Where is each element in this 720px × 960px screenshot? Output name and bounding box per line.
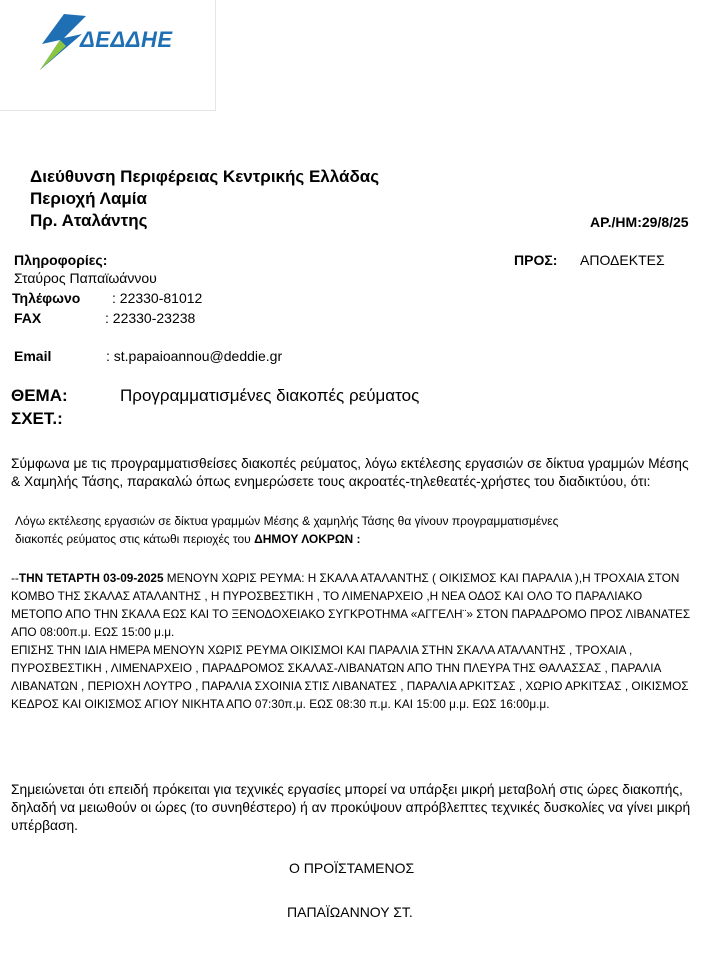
- note-paragraph: Σημειώνεται ότι επειδή πρόκειται για τεχνικές εργασίες μπορεί να υπάρξει μικρή μεταβολή στις ώρες διακοπής, δηλαδή να μειωθούν οι ώρες (το συνηθέστερο) ή αν προκύψουν απρόβλεπτες τεχνικές δυσκολίες να γίνει μικρή υπέρβαση.: [11, 782, 691, 833]
- areas-intro-text: Λόγω εκτέλεσης εργασιών σε δίκτυα γραμμών Μέσης & χαμηλής Τάσης θα γίνουν προγραμματισμένες διακοπές ρεύματος στις κάτωθι περιοχές του: [15, 514, 559, 546]
- outage-text-2: ΕΠΙΣΗΣ ΤΗΝ ΙΔΙΑ ΗΜΕΡΑ ΜΕΝΟΥΝ ΧΩΡΙΣ ΡΕΥΜΑ ΟΙΚΙΣΜΟΙ ΚΑΙ ΠΑΡΑΛΙΑ ΣΤΗΝ ΣΚΑΛΑ ΑΤΑΛΑΝΤΗΣ , ΤΡΟΧΑΙΑ , ΠΥΡΟΣΒΕΣΤΙΚΗ , ΛΙΜΕΝΑΡΧΕΙΟ , ΠΑΡΑΔΡΟΜΟΣ ΣΚΑΛΑΣ-ΛΙΒΑΝΑΤΩΝ ΑΠΟ ΤΗΝ ΠΛΕΥΡΑ ΤΗΣ ΘΑΛΑΣΣΑΣ , ΠΑΡΑΛΙΑ ΛΙΒΑΝΑΤΩΝ , ΠΕΡΙΟΧΗ ΛΟΥΤΡΟ , ΠΑΡΑΛΙΑ ΣΧΟΙΝΙΑ ΣΤΙΣ ΛΙΒΑΝΑΤΕΣ , ΠΑΡΑΛΙΑ ΑΡΚΙΤΣΑΣ , ΧΩΡΙΟ ΑΡΚΙΤΣΑΣ , ΟΙΚΙΣΜΟΣ ΚΕΔΡΟΣ ΚΑΙ ΟΙΚΙΣΜΟΣ ΑΓΙΟΥ ΝΙΚΗΤΑ ΑΠΟ 07:30π.μ. ΕΩΣ 08:30 π.μ. ΚΑΙ 15:00 μ.μ. ΕΩΣ 16:00μ.μ.: [11, 643, 689, 711]
- thema-value: Προγραμματισμένες διακοπές ρεύματος: [120, 386, 420, 405]
- fax-value: : 22330-23238: [105, 310, 196, 326]
- protocol-number: ΑΡ./ΗΜ:29/8/25: [590, 214, 689, 230]
- header-office: Πρ. Αταλάντης: [30, 211, 148, 230]
- outage-text-1: ΜΕΝΟΥΝ ΧΩΡΙΣ ΡΕΥΜΑ: Η ΣΚΑΛΑ ΑΤΑΛΑΝΤΗΣ ( ΟΙΚΙΣΜΟΣ ΚΑΙ ΠΑΡΑΛΙΑ ),Η ΤΡΟΧΑΙΑ ΣΤΟΝ ΚΟΜΒΟ ΤΗΣ ΣΚΑΛΑΣ ΑΤΑΛΑΝΤΗΣ , Η ΠΥΡΟΣΒΕΣΤΙΚΗ , ΤΟ ΛΙΜΕΝΑΡΧΕΙΟ ,Η ΝΕΑ ΟΔΟΣ ΚΑΙ ΟΛΟ ΤΟ ΠΑΡΑΛΙΑΚΟ ΜΕΤΟΠΟ ΑΠΟ ΤΗΝ ΣΚΑΛΑ ΕΩΣ ΚΑΙ ΤΟ ΞΕΝΟΔΟΧΕΙΑΚΟ ΣΥΓΚΡΟΤΗΜΑ «ΑΓΓΕΛΗ¨» ΣΤΟΝ ΠΑΡΑΔΡΟΜΟ ΠΡΟΣ ΛΙΒΑΝΑΤΕΣ ΑΠΟ 08:00π.μ. ΕΩΣ 15:00 μ.μ.: [11, 571, 691, 639]
- to-label: ΠΡΟΣ:: [514, 252, 558, 268]
- info-label: Πληροφορίες:: [14, 252, 108, 268]
- thema-label: ΘΕΜΑ:: [11, 386, 68, 405]
- signature-name: ΠΑΠΑΪΩΑΝΝΟΥ ΣΤ.: [287, 904, 413, 920]
- areas-intro: [11, 512, 575, 548]
- logo-text: ΔΕΔΔΗΕ: [80, 27, 173, 52]
- header-directorate: Διεύθυνση Περιφέρειας Κεντρικής Ελλάδας: [30, 167, 380, 186]
- outage-details: [11, 569, 696, 713]
- intro-paragraph: Σύμφωνα με τις προγραμματισθείσες διακοπές ρεύματος, λόγω εκτέλεσης εργασιών σε δίκτυα γραμμών Μέσης & Χαμηλής Τάσης, παρακαλώ όπως ενημερώσετε τους ακροατές-τηλεθεατές-χρήστες του διαδικτύου, ότι:: [11, 456, 689, 489]
- outage-date: ΤΗΝ ΤΕΤΑΡΤΗ 03-09-2025: [18, 571, 164, 585]
- info-name: Σταύρος Παπαϊωάννου: [14, 270, 157, 286]
- email-value[interactable]: : st.papaioannou@deddie.gr: [106, 348, 283, 364]
- phone-value: : 22330-81012: [112, 290, 203, 306]
- fax-label: FAX: [14, 310, 42, 326]
- phone-label: Τηλέφωνο: [12, 290, 81, 306]
- to-value: ΑΠΟΔΕΚΤΕΣ: [580, 252, 665, 268]
- header-region: Περιοχή Λαμία: [30, 189, 147, 208]
- municipality-name: ΔΗΜΟΥ ΛΟΚΡΩΝ :: [254, 532, 361, 546]
- logo-box: [0, 0, 216, 111]
- signature-title: Ο ΠΡΟΪΣΤΑΜΕΝΟΣ: [289, 860, 415, 876]
- email-label: Email: [14, 348, 52, 364]
- outage-prefix: --: [11, 571, 19, 585]
- sxet-label: ΣΧΕΤ.:: [11, 409, 63, 428]
